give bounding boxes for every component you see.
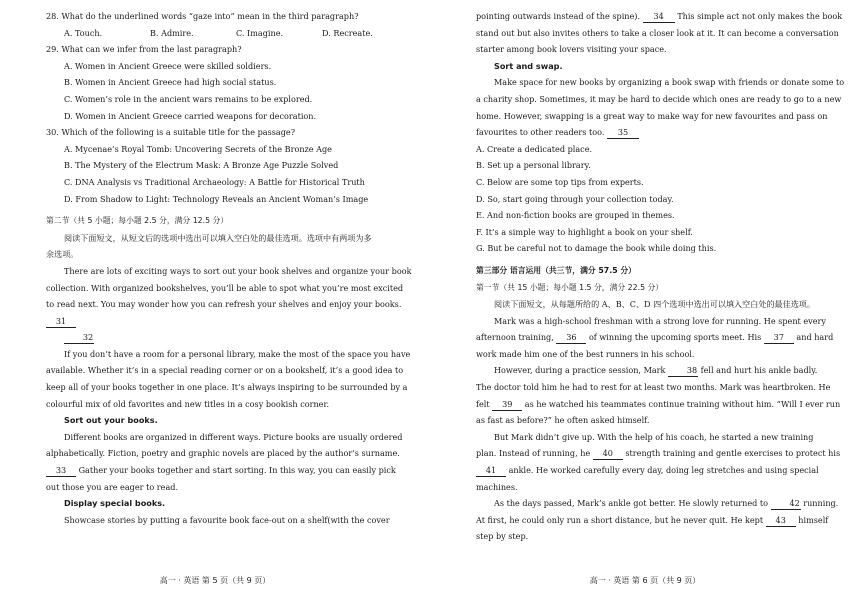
paragraph-text: This simple act not only makes the book	[677, 11, 843, 21]
option-b: B. Admire.	[150, 27, 194, 38]
paragraph-text: As the days passed, Mark’s ankle got better. He slowly returned to	[494, 498, 769, 509]
paragraph-text: strength training and gentle exercises to protect his	[625, 448, 841, 459]
paragraph-line: collection. With organized bookshelves, you’ll be able to spot what you’re most excited	[46, 282, 404, 293]
page-footer: 高一 · 英语 第 5 页（共 9 页）	[159, 576, 271, 585]
paragraph-line: step by step.	[476, 531, 529, 542]
choice-c: C. Below are some top tips from experts.	[476, 176, 644, 187]
blank-35: 35	[607, 127, 639, 139]
blank-42: 42	[771, 498, 801, 510]
paragraph-line: work made him one of the best runners in his school.	[476, 348, 695, 359]
paragraph-line	[476, 396, 841, 413]
paragraph-line: home. However, swapping is a great way to make way for new favourites and pass on	[476, 110, 828, 121]
blank-33: 33	[46, 465, 76, 477]
paragraph-line	[476, 445, 841, 462]
option-c: C. DNA Analysis vs Traditional Archaeology: A Battle for Historical Truth	[64, 176, 365, 187]
paragraph-line: Different books are organized in different ways. Picture books are usually ordered	[64, 431, 403, 442]
paragraph-line: If you don’t have a room for a personal library, make the most of the space you have	[64, 348, 411, 359]
paragraph-text: felt	[476, 398, 490, 409]
paragraph-line: alphabetically. Fiction, poetry and graphic novels are placed by the author’s surname.	[46, 448, 400, 459]
blank-43: 43	[766, 515, 796, 527]
section-2-header: 第二节（共 5 小题；每小题 2.5 分，满分 12.5 分）	[46, 216, 229, 226]
option-a: A. Mycenae’s Royal Tomb: Uncovering Secrets of the Bronze Age	[64, 143, 332, 154]
paragraph-line	[476, 362, 820, 379]
blank-38: 38	[668, 365, 698, 377]
paragraph-line: There are lots of exciting ways to sort out your book shelves and organize your book	[64, 265, 412, 276]
part-3-section-1: 第一节（共 15 小题；每小题 1.5 分，满分 22.5 分）	[476, 282, 664, 292]
paragraph-line: starter among book lovers visiting your space.	[476, 44, 667, 55]
paragraph-line	[476, 8, 843, 25]
right-page	[430, 0, 860, 608]
paragraph-line: keep all of your books together in one place. It’s always inspiring to be surrounded by a	[46, 382, 408, 393]
section-2-instructions-cont: 余选项。	[46, 249, 79, 260]
paragraph-line	[476, 329, 834, 346]
paragraph-line: machines.	[476, 481, 518, 492]
paragraph-text: afternoon training,	[476, 332, 554, 343]
paragraph-line: Showcase stories by putting a favourite book face-out on a shelf(with the cover	[64, 514, 390, 525]
choice-e: E. And non-fiction books are grouped in themes.	[476, 210, 675, 221]
paragraph-text: At first, he could only run a short distance, but he never quit. He kept	[476, 514, 764, 525]
paragraph-text: of winning the upcoming sports meet. His	[588, 332, 762, 343]
blank-40: 40	[593, 448, 623, 460]
blank-31-line	[46, 313, 414, 330]
blank-32: 32	[64, 332, 94, 344]
blank-39: 39	[492, 399, 522, 411]
paragraph-line	[476, 124, 820, 141]
option-a: A. Touch.	[64, 27, 103, 38]
part-3-instructions: 阅读下面短文，从每题所给的 A、B、C、D 四个选项中选出可以填入空白处的最佳选项。	[494, 299, 815, 310]
page-footer: 高一 · 英语 第 6 页（共 9 页）	[589, 576, 701, 585]
question-29-stem: 29. What can we infer from the last paragraph?	[46, 44, 242, 55]
paragraph-text: himself	[798, 514, 829, 525]
blank-36: 36	[556, 332, 586, 344]
paragraph-line: as fast as before?” he often asked himself.	[476, 415, 650, 426]
blank-37: 37	[764, 332, 794, 344]
paragraph-text: ankle. He worked carefully every day, doing leg stretches and using special	[508, 465, 819, 476]
blank-34: 34	[643, 11, 675, 23]
paragraph-line: stand out but also invites others to take a closer look at it. It can become a conversation	[476, 27, 839, 38]
heading-sort-out: Sort out your books.	[64, 415, 158, 426]
option-d: D. From Shadow to Light: Technology Reveals an Ancient Woman’s Image	[64, 193, 369, 204]
paragraph-line: available. Whether it’s in a special reading corner or on a bookshelf, it’s a good idea to	[46, 365, 404, 376]
blank-32-line	[46, 329, 414, 346]
question-30-stem: 30. Which of the following is a suitable title for the passage?	[46, 127, 296, 138]
paragraph-line: to read next. You may wonder how you can refresh your shelves and enjoy your books.	[46, 299, 402, 310]
option-b: B. Women in Ancient Greece had high social status.	[64, 77, 277, 88]
option-b: B. The Mystery of the Electrum Mask: A Bronze Age Puzzle Solved	[64, 160, 339, 171]
paragraph-line: The doctor told him he had to rest for at least two months. Mark was heartbroken. He	[476, 382, 831, 393]
paragraph-text: However, during a practice session, Mark	[494, 365, 666, 376]
choice-b: B. Set up a personal library.	[476, 160, 591, 171]
blank-41: 41	[476, 465, 506, 477]
paragraph-text: running.	[803, 498, 839, 509]
option-a: A. Women in Ancient Greece were skilled soldiers.	[64, 60, 272, 71]
blank-31: 31	[46, 316, 76, 328]
paragraph-text: and hard	[796, 332, 834, 343]
option-c: C. Imagine.	[236, 27, 284, 38]
section-2-instructions: 阅读下面短文，从短文后的选项中选出可以填入空白处的最佳选项。选项中有两项为多	[64, 232, 372, 243]
option-d: D. Recreate.	[322, 27, 373, 38]
paragraph-line: Make space for new books by organizing a book swap with friends or donate some to	[494, 77, 845, 88]
choice-f: F. It’s a simple way to highlight a book on your shelf.	[476, 226, 693, 237]
question-28-stem: 28. What do the underlined words “gaze into” mean in the third paragraph?	[46, 11, 359, 21]
paragraph-text: plan. Instead of running, he	[476, 448, 591, 459]
question-28-options	[46, 25, 414, 42]
choice-g: G. But be careful not to damage the book while doing this.	[476, 243, 717, 254]
paragraph-line	[476, 512, 829, 529]
paragraph-text: favourites to other readers too.	[476, 127, 605, 138]
paragraph-line: But Mark didn’t give up. With the help of his coach, he started a new training	[494, 431, 814, 442]
paragraph-line: Mark was a high-school freshman with a strong love for running. He spent every	[494, 315, 826, 326]
paragraph-line: out those you are eager to read.	[46, 481, 179, 492]
paragraph-line	[476, 495, 839, 512]
paragraph-text: fell and hurt his ankle badly.	[700, 365, 818, 376]
paragraph-text: as he watched his teammates continue training without him. “Will I ever run	[524, 398, 841, 409]
paragraph-text: pointing outwards instead of the spine).	[476, 11, 641, 21]
heading-swap: Sort and swap.	[494, 60, 563, 71]
option-d: D. Women in Ancient Greece carried weapons for decoration.	[64, 110, 317, 121]
paragraph-line: colourful mix of old favorites and new titles in a cosy bookish corner.	[46, 398, 330, 409]
paragraph-line: a charity shop. Sometimes, it may be hard to decide which ones are ready to go to a new	[476, 93, 842, 104]
option-c: C. Women’s role in the ancient wars remains to be explored.	[64, 93, 313, 104]
part-3-header: 第三部分 语言运用（共三节，满分 57.5 分）	[476, 265, 636, 275]
paragraph-text: Gather your books together and start sorting. In this way, you can easily pick	[76, 465, 396, 476]
paragraph-line	[46, 462, 414, 479]
heading-display: Display special books.	[64, 498, 166, 509]
choice-a: A. Create a dedicated place.	[476, 143, 593, 154]
choice-d: D. So, start going through your collection today.	[476, 193, 674, 204]
paragraph-line	[476, 462, 820, 479]
